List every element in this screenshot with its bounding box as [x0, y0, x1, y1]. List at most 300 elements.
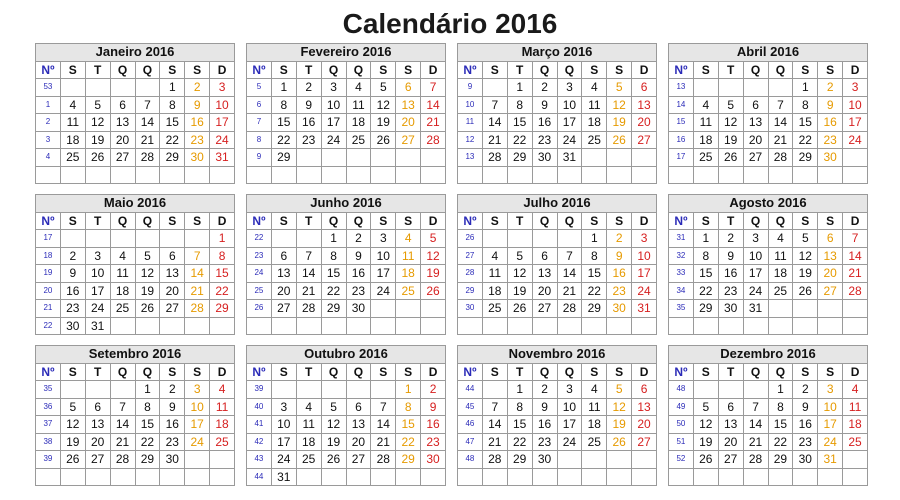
day-cell: 31 [210, 149, 235, 167]
weekday-header: Q [768, 61, 793, 79]
week-number: 21 [36, 300, 61, 318]
day-cell: 29 [396, 451, 421, 469]
day-cell: 30 [160, 451, 185, 469]
weekday-header: Q [768, 363, 793, 381]
month-title: Setembro 2016 [36, 346, 235, 364]
weekday-header: Q [110, 363, 135, 381]
week-number: 33 [669, 265, 694, 283]
day-cell: 28 [371, 451, 396, 469]
day-cell [210, 317, 235, 335]
day-cell: 5 [60, 398, 85, 416]
day-cell [421, 317, 446, 335]
day-cell: 29 [793, 149, 818, 167]
day-cell [160, 468, 185, 486]
day-cell [60, 79, 85, 97]
day-cell: 8 [693, 247, 718, 265]
day-cell: 6 [743, 96, 768, 114]
day-cell: 5 [693, 398, 718, 416]
week-number-header: Nº [36, 363, 61, 381]
day-cell: 26 [693, 451, 718, 469]
day-cell [793, 300, 818, 318]
day-cell: 15 [793, 114, 818, 132]
day-cell: 27 [632, 433, 657, 451]
weekday-header: S [185, 363, 210, 381]
day-cell: 13 [346, 416, 371, 434]
day-cell [296, 166, 321, 184]
week-number: 20 [36, 282, 61, 300]
week-number [36, 166, 61, 184]
week-number: 18 [36, 247, 61, 265]
day-cell: 2 [532, 79, 557, 97]
day-cell: 15 [768, 416, 793, 434]
day-cell: 3 [210, 79, 235, 97]
day-cell [321, 149, 346, 167]
day-cell: 17 [371, 265, 396, 283]
day-cell: 22 [396, 433, 421, 451]
weekday-header: S [693, 363, 718, 381]
day-cell [371, 149, 396, 167]
weekday-header: T [85, 61, 110, 79]
day-cell: 22 [507, 131, 532, 149]
week-row [458, 300, 657, 318]
week-number: 4 [36, 149, 61, 167]
day-cell: 11 [60, 114, 85, 132]
day-cell: 12 [60, 416, 85, 434]
day-cell: 14 [557, 265, 582, 283]
month-title: Agosto 2016 [669, 195, 868, 213]
day-cell: 17 [557, 114, 582, 132]
day-cell: 15 [507, 114, 532, 132]
day-cell: 30 [607, 300, 632, 318]
week-number-header: Nº [247, 212, 272, 230]
page-title: Calendário 2016 [342, 8, 558, 39]
month-title: Janeiro 2016 [36, 44, 235, 62]
week-number [458, 468, 483, 486]
weekday-header: S [60, 61, 85, 79]
day-cell [371, 300, 396, 318]
week-number: 32 [669, 247, 694, 265]
week-number: 14 [669, 96, 694, 114]
day-cell [718, 166, 743, 184]
day-cell: 30 [793, 451, 818, 469]
day-cell [135, 166, 160, 184]
day-cell: 12 [85, 114, 110, 132]
day-cell: 30 [421, 451, 446, 469]
day-cell: 8 [507, 398, 532, 416]
day-cell: 29 [210, 300, 235, 318]
day-cell: 23 [607, 282, 632, 300]
day-cell: 28 [482, 149, 507, 167]
day-cell: 13 [271, 265, 296, 283]
day-cell [768, 166, 793, 184]
day-cell [532, 230, 557, 248]
day-cell: 26 [135, 300, 160, 318]
weekday-header: S [582, 212, 607, 230]
week-number [36, 468, 61, 486]
day-cell [210, 451, 235, 469]
day-cell: 13 [818, 247, 843, 265]
day-cell [160, 317, 185, 335]
day-cell: 1 [160, 79, 185, 97]
day-cell: 29 [321, 300, 346, 318]
weekday-header: D [210, 212, 235, 230]
day-cell: 19 [607, 114, 632, 132]
day-cell: 28 [296, 300, 321, 318]
day-cell: 23 [818, 131, 843, 149]
day-cell: 14 [421, 96, 446, 114]
day-cell: 9 [421, 398, 446, 416]
day-cell [296, 230, 321, 248]
day-cell [321, 317, 346, 335]
day-cell: 1 [271, 79, 296, 97]
day-cell: 3 [818, 381, 843, 399]
week-row [458, 282, 657, 300]
day-cell: 9 [346, 247, 371, 265]
day-cell: 10 [632, 247, 657, 265]
day-cell [482, 468, 507, 486]
month-calendar [457, 43, 657, 184]
day-cell: 21 [296, 282, 321, 300]
day-cell: 14 [482, 114, 507, 132]
day-cell: 11 [693, 114, 718, 132]
day-cell [843, 149, 868, 167]
day-cell: 11 [582, 96, 607, 114]
day-cell [110, 468, 135, 486]
day-cell: 24 [371, 282, 396, 300]
day-cell: 9 [532, 398, 557, 416]
day-cell: 2 [532, 381, 557, 399]
day-cell: 18 [110, 282, 135, 300]
day-cell: 12 [607, 96, 632, 114]
day-cell: 28 [743, 451, 768, 469]
day-cell: 21 [371, 433, 396, 451]
week-row [669, 300, 868, 318]
day-cell: 24 [557, 433, 582, 451]
day-cell [60, 166, 85, 184]
weekday-header: S [693, 61, 718, 79]
day-cell: 16 [532, 416, 557, 434]
day-cell: 13 [718, 416, 743, 434]
day-cell: 12 [718, 114, 743, 132]
weekday-header: S [607, 61, 632, 79]
day-cell [582, 468, 607, 486]
day-cell: 24 [632, 282, 657, 300]
day-cell: 23 [421, 433, 446, 451]
week-number: 44 [247, 468, 272, 486]
day-cell [135, 317, 160, 335]
day-cell: 14 [843, 247, 868, 265]
weekday-header: T [718, 363, 743, 381]
day-cell: 19 [421, 265, 446, 283]
day-cell [482, 166, 507, 184]
day-cell: 27 [346, 451, 371, 469]
day-cell: 4 [582, 79, 607, 97]
week-row [36, 247, 235, 265]
day-cell: 29 [582, 300, 607, 318]
day-cell: 11 [582, 398, 607, 416]
week-number [669, 317, 694, 335]
weekday-header: S [371, 61, 396, 79]
day-cell: 15 [321, 265, 346, 283]
day-cell: 2 [718, 230, 743, 248]
day-cell: 25 [693, 149, 718, 167]
weekday-header: S [482, 61, 507, 79]
day-cell: 29 [768, 451, 793, 469]
day-cell: 9 [296, 96, 321, 114]
weekday-header: S [60, 363, 85, 381]
day-cell [296, 149, 321, 167]
week-row [669, 398, 868, 416]
day-cell: 4 [60, 96, 85, 114]
month-title: Outubro 2016 [247, 346, 446, 364]
week-row [247, 79, 446, 97]
day-cell: 27 [818, 282, 843, 300]
weekday-header: Q [321, 212, 346, 230]
week-row [247, 300, 446, 318]
week-row [36, 433, 235, 451]
week-number: 36 [36, 398, 61, 416]
week-row [36, 166, 235, 184]
day-cell: 6 [160, 247, 185, 265]
day-cell [793, 317, 818, 335]
week-number: 50 [669, 416, 694, 434]
month-calendar [246, 345, 446, 486]
day-cell [135, 468, 160, 486]
day-cell: 30 [346, 300, 371, 318]
week-row [36, 79, 235, 97]
day-cell [396, 468, 421, 486]
day-cell [482, 381, 507, 399]
day-cell [296, 317, 321, 335]
day-cell [582, 451, 607, 469]
day-cell: 3 [743, 230, 768, 248]
day-cell [843, 166, 868, 184]
day-cell: 4 [110, 247, 135, 265]
day-cell [743, 79, 768, 97]
day-cell: 2 [607, 230, 632, 248]
weekday-header: S [793, 363, 818, 381]
day-cell: 9 [818, 96, 843, 114]
day-cell [321, 166, 346, 184]
day-cell: 7 [843, 230, 868, 248]
day-cell [557, 230, 582, 248]
week-number: 26 [458, 230, 483, 248]
day-cell: 21 [768, 131, 793, 149]
day-cell [793, 166, 818, 184]
day-cell: 25 [843, 433, 868, 451]
day-cell: 28 [557, 300, 582, 318]
day-cell: 5 [135, 247, 160, 265]
day-cell: 28 [843, 282, 868, 300]
day-cell: 13 [160, 265, 185, 283]
day-cell: 10 [271, 416, 296, 434]
day-cell: 22 [582, 282, 607, 300]
day-cell: 30 [818, 149, 843, 167]
week-number-header: Nº [247, 363, 272, 381]
weekday-header: D [632, 212, 657, 230]
week-number: 19 [36, 265, 61, 283]
day-cell: 14 [135, 114, 160, 132]
day-cell: 27 [110, 149, 135, 167]
week-number-header: Nº [458, 363, 483, 381]
week-number: 29 [458, 282, 483, 300]
week-row [247, 96, 446, 114]
month-table [457, 345, 657, 486]
day-cell: 5 [421, 230, 446, 248]
day-cell: 17 [210, 114, 235, 132]
day-cell: 9 [718, 247, 743, 265]
week-number: 17 [669, 149, 694, 167]
day-cell: 16 [718, 265, 743, 283]
week-number: 30 [458, 300, 483, 318]
day-cell: 5 [793, 230, 818, 248]
week-number: 8 [247, 131, 272, 149]
day-cell: 26 [321, 451, 346, 469]
day-cell [135, 79, 160, 97]
day-cell: 6 [346, 398, 371, 416]
weekday-header: S [482, 212, 507, 230]
day-cell: 14 [110, 416, 135, 434]
day-cell: 8 [582, 247, 607, 265]
day-cell [607, 468, 632, 486]
day-cell: 4 [482, 247, 507, 265]
day-cell: 5 [718, 96, 743, 114]
month-table [35, 345, 235, 486]
week-number: 40 [247, 398, 272, 416]
day-cell: 26 [85, 149, 110, 167]
weekday-header: S [185, 212, 210, 230]
day-cell: 7 [557, 247, 582, 265]
week-number: 46 [458, 416, 483, 434]
day-cell [396, 166, 421, 184]
day-cell: 20 [346, 433, 371, 451]
week-row [247, 265, 446, 283]
day-cell: 24 [185, 433, 210, 451]
week-row [247, 433, 446, 451]
day-cell [296, 381, 321, 399]
day-cell [110, 230, 135, 248]
day-cell: 12 [135, 265, 160, 283]
day-cell: 24 [271, 451, 296, 469]
weekday-header: Q [321, 363, 346, 381]
day-cell [346, 317, 371, 335]
day-cell: 20 [271, 282, 296, 300]
day-cell: 21 [843, 265, 868, 283]
day-cell [507, 230, 532, 248]
weekday-header: S [271, 61, 296, 79]
day-cell: 7 [768, 96, 793, 114]
day-cell: 2 [818, 79, 843, 97]
week-number: 41 [247, 416, 272, 434]
week-number-header: Nº [36, 61, 61, 79]
day-cell [632, 317, 657, 335]
day-cell: 30 [185, 149, 210, 167]
day-cell: 31 [632, 300, 657, 318]
week-number: 35 [669, 300, 694, 318]
day-cell [693, 79, 718, 97]
day-cell [346, 468, 371, 486]
day-cell: 31 [818, 451, 843, 469]
day-cell: 14 [743, 416, 768, 434]
week-row [247, 230, 446, 248]
day-cell: 24 [818, 433, 843, 451]
day-cell [185, 317, 210, 335]
day-cell: 12 [693, 416, 718, 434]
week-row [36, 451, 235, 469]
month-calendar [457, 194, 657, 335]
day-cell: 3 [843, 79, 868, 97]
day-cell: 25 [482, 300, 507, 318]
month-calendar [668, 345, 868, 486]
weekday-header: Q [346, 212, 371, 230]
month-calendar [35, 194, 235, 335]
week-number: 9 [247, 149, 272, 167]
day-cell: 15 [396, 416, 421, 434]
day-cell [296, 468, 321, 486]
month-title: Junho 2016 [247, 195, 446, 213]
day-cell: 14 [482, 416, 507, 434]
weekday-header: D [843, 61, 868, 79]
week-number: 13 [458, 149, 483, 167]
month-table [246, 194, 446, 335]
day-cell: 21 [135, 131, 160, 149]
day-cell [60, 230, 85, 248]
weekday-header: S [271, 363, 296, 381]
day-cell: 30 [60, 317, 85, 335]
weekday-header: Q [135, 363, 160, 381]
day-cell: 6 [110, 96, 135, 114]
day-cell: 23 [346, 282, 371, 300]
day-cell: 4 [346, 79, 371, 97]
month-table [668, 194, 868, 335]
week-number: 28 [458, 265, 483, 283]
weekday-header: S [371, 212, 396, 230]
day-cell: 1 [768, 381, 793, 399]
weekday-header: T [718, 61, 743, 79]
day-cell: 11 [482, 265, 507, 283]
day-cell [110, 166, 135, 184]
day-cell: 5 [85, 96, 110, 114]
month-table [35, 43, 235, 184]
week-number: 53 [36, 79, 61, 97]
weekday-header: T [507, 61, 532, 79]
month-table [668, 43, 868, 184]
week-row [36, 416, 235, 434]
day-cell: 3 [557, 381, 582, 399]
week-number: 49 [669, 398, 694, 416]
week-number-header: Nº [669, 61, 694, 79]
day-cell: 15 [135, 416, 160, 434]
day-cell: 18 [693, 131, 718, 149]
day-cell: 4 [396, 230, 421, 248]
week-number [247, 166, 272, 184]
day-cell: 23 [793, 433, 818, 451]
weekday-header: S [818, 212, 843, 230]
day-cell: 10 [843, 96, 868, 114]
week-number: 47 [458, 433, 483, 451]
day-cell: 13 [85, 416, 110, 434]
month-calendar [668, 43, 868, 184]
day-cell: 26 [607, 131, 632, 149]
week-row [458, 131, 657, 149]
day-cell: 8 [135, 398, 160, 416]
weekday-header: Q [532, 363, 557, 381]
week-row [36, 230, 235, 248]
day-cell [371, 468, 396, 486]
day-cell: 15 [160, 114, 185, 132]
weekday-header: S [482, 363, 507, 381]
day-cell: 5 [507, 247, 532, 265]
